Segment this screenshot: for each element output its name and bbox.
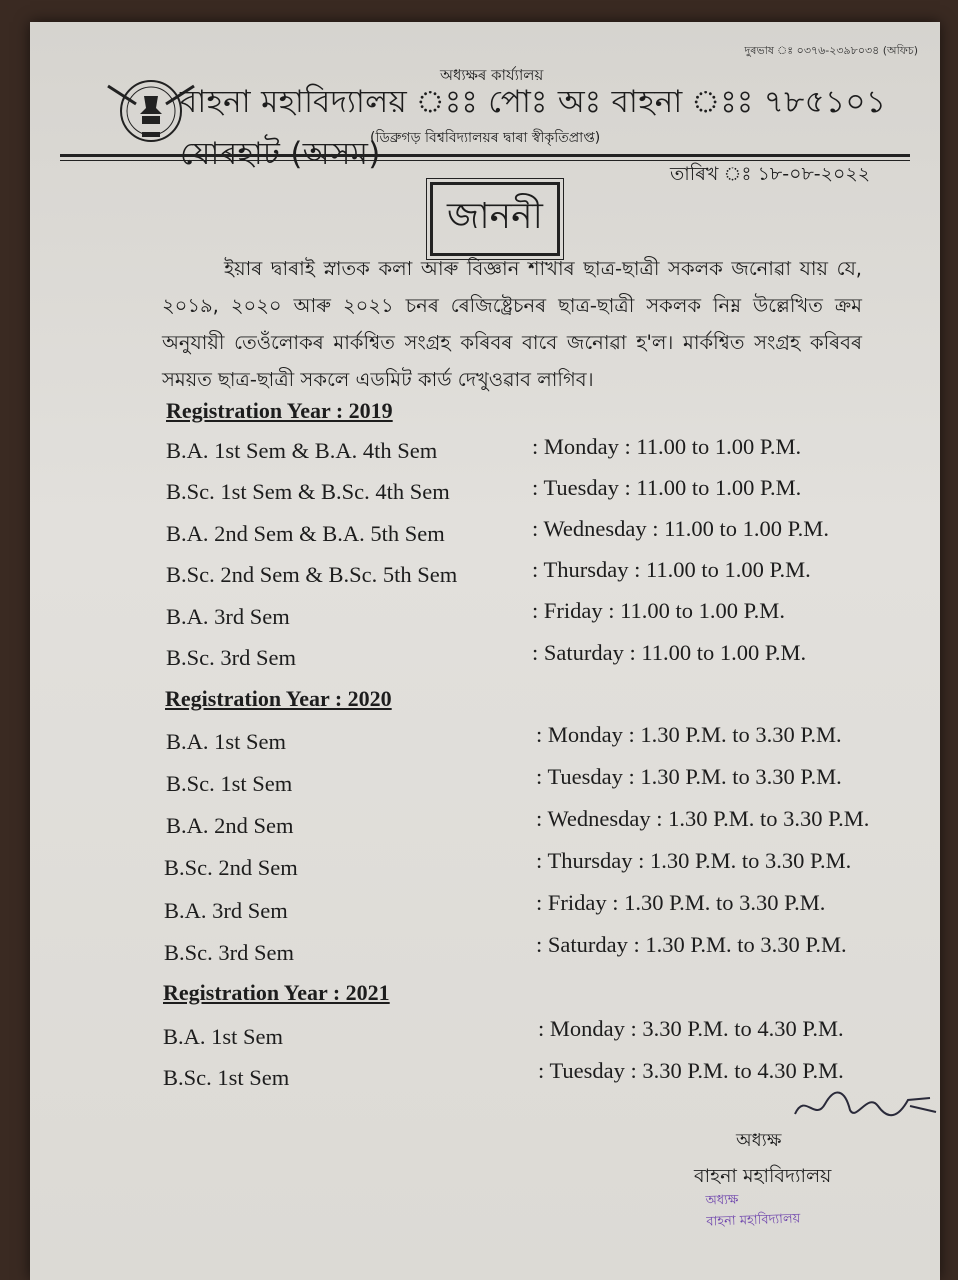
schedule-course: B.Sc. 1st Sem <box>163 1065 290 1090</box>
schedule-time: : Monday : 3.30 P.M. to 4.30 P.M. <box>538 1016 844 1041</box>
schedule-time: : Friday : 1.30 P.M. to 3.30 P.M. <box>536 890 826 915</box>
college-name: বাহনা মহাবিদ্যালয় ঃঃ পোঃ অঃ বাহনা ঃঃ ৭৮৫১০১ যোৰহাট (অসম) <box>180 84 887 172</box>
affiliation-note: (ডিব্ৰুগড় বিশ্ববিদ্যালয়ৰ দ্বাৰা স্বীকৃতিপ্ৰাপ্ত) <box>370 130 601 146</box>
schedule-time: : Wednesday : 11.00 to 1.00 P.M. <box>532 516 829 541</box>
schedule-time: : Thursday : 1.30 P.M. to 3.30 P.M. <box>536 848 852 873</box>
schedule-time: : Monday : 1.30 P.M. to 3.30 P.M. <box>536 722 842 747</box>
schedule-course: B.A. 1st Sem <box>166 729 287 754</box>
signature-institution: বাহনা মহাবিদ্যালয় <box>694 1165 832 1187</box>
signature-scribble-icon <box>790 1082 940 1132</box>
schedule-time: : Friday : 11.00 to 1.00 P.M. <box>532 598 785 623</box>
notice-paper <box>30 22 940 1280</box>
schedule-course: B.Sc. 2nd Sem & B.Sc. 5th Sem <box>166 562 458 587</box>
schedule-course: B.A. 2nd Sem <box>166 813 294 838</box>
stamp-line: বাহনা মহাবিদ্যালয় <box>706 1211 801 1230</box>
schedule-course: B.Sc. 2nd Sem <box>164 855 298 880</box>
stamp-line: অধ্যক্ষ <box>705 1192 739 1209</box>
schedule-time: : Thursday : 11.00 to 1.00 P.M. <box>532 557 811 582</box>
registration-year-heading: Registration Year : 2021 <box>163 980 390 1005</box>
registration-year-heading: Registration Year : 2020 <box>165 686 392 711</box>
schedule-course: B.Sc. 3rd Sem <box>166 645 297 670</box>
schedule-time: : Monday : 11.00 to 1.00 P.M. <box>532 434 802 459</box>
notice-date: তাৰিখ ঃ ১৮-০৮-২০২২ <box>670 163 871 185</box>
schedule-time: : Tuesday : 3.30 P.M. to 4.30 P.M. <box>538 1058 844 1083</box>
schedule-time: : Saturday : 11.00 to 1.00 P.M. <box>532 640 807 665</box>
signature-designation: অধ্যক্ষ <box>736 1130 782 1151</box>
schedule-course: B.A. 2nd Sem & B.A. 5th Sem <box>166 521 445 546</box>
registration-year-heading: Registration Year : 2019 <box>166 398 393 423</box>
schedule-course: B.A. 1st Sem & B.A. 4th Sem <box>166 438 438 463</box>
schedule-course: B.Sc. 1st Sem & B.Sc. 4th Sem <box>166 479 450 504</box>
header-rule <box>60 154 910 157</box>
schedule-time: : Wednesday : 1.30 P.M. to 3.30 P.M. <box>536 806 870 831</box>
office-label: অধ্যক্ষৰ কাৰ্য্যালয় <box>440 66 544 84</box>
official-stamp <box>705 1188 800 1233</box>
schedule-time: : Saturday : 1.30 P.M. to 3.30 P.M. <box>536 932 847 957</box>
schedule-course: B.A. 3rd Sem <box>166 604 290 629</box>
schedule-course: B.A. 1st Sem <box>163 1024 284 1049</box>
notice-body: ইয়াৰ দ্বাৰাই স্নাতক কলা আৰু বিজ্ঞান শাখাৰ ছাত্ৰ-ছাত্ৰী সকলক জনোৱা যায় যে, ২০১৯, ২০২০ আৰু ২০২১ চনৰ ৰেজিষ্ট্ৰেচনৰ ছাত্ৰ-ছাত্ৰী সকলক নিম্ন উল্লেখিত ক্ৰম অনুযায়ী তেওঁলোকৰ মাৰ্কশ্বিত সংগ্ৰহ কৰিবৰ বাবে জনোৱা হ'ল। মাৰ্কশ্বিত সংগ্ৰহ কৰিবৰ সময়ত ছাত্ৰ-ছাত্ৰী সকলে এডমিট কাৰ্ড দেখুওৱাব লাগিব। <box>162 257 862 391</box>
schedule-course: B.Sc. 3rd Sem <box>164 940 295 965</box>
schedule-time: : Tuesday : 11.00 to 1.00 P.M. <box>532 475 802 500</box>
schedule-time: : Tuesday : 1.30 P.M. to 3.30 P.M. <box>536 764 842 789</box>
phone-number: দুৰভাষ ঃ ০৩৭৬-২৩৯৮০৩৪ (অফিচ) <box>744 44 918 57</box>
schedule-course: B.Sc. 1st Sem <box>166 771 293 796</box>
notice-title: জাননী <box>430 182 560 256</box>
schedule-course: B.A. 3rd Sem <box>164 898 288 923</box>
